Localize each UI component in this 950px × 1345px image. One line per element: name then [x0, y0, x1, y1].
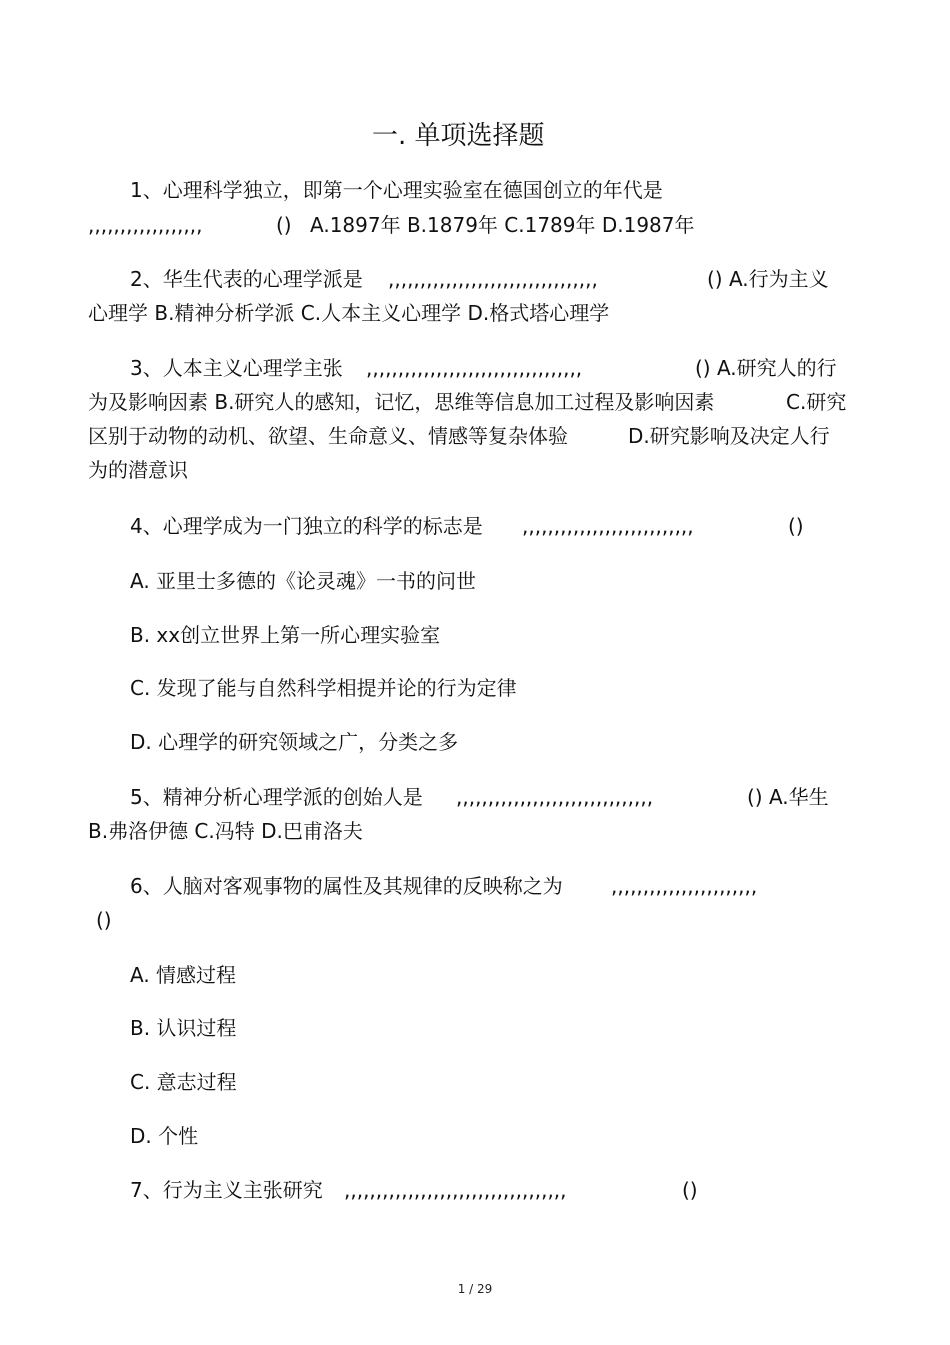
q3-text: 3、人本主义心理学主张 — [130, 356, 343, 380]
q2-text: 2、华生代表的心理学派是 — [130, 267, 363, 291]
q4-option-c: C. 发现了能与自然科学相提并论的行为定律 — [130, 676, 517, 700]
q7-text: 7、行为主义主张研究 — [130, 1178, 323, 1202]
q3-paren-option: () A.研究人的行 — [695, 356, 837, 380]
q7-paren: () — [682, 1178, 698, 1202]
q5-options: B.弗洛伊德 C.冯特 D.巴甫洛夫 — [88, 819, 363, 843]
q6-text: 6、人脑对客观事物的属性及其规律的反映称之为 — [130, 874, 563, 898]
q6-paren: () — [96, 908, 112, 932]
q6-option-c: C. 意志过程 — [130, 1070, 237, 1094]
q3-option-line-3: 为的潜意识 — [88, 458, 188, 482]
q1-dots: ,,,,,,,,,,,,,,,,,, — [88, 213, 203, 237]
q3-option-line-1b: C.研究 — [786, 390, 847, 414]
q4-option-a: A. 亚里士多德的《论灵魂》一书的问世 — [130, 569, 477, 593]
q6-option-d: D. 个性 — [130, 1124, 199, 1148]
q5-paren-option: () A.华生 — [747, 785, 829, 809]
q2-dots: ,,,,,,,,,,,,,,,,,,,,,,,,,,,,,,,,, — [388, 267, 598, 291]
q2-paren-option: () A.行为主义 — [707, 267, 829, 291]
q6-dots: ,,,,,,,,,,,,,,,,,,,,,,, — [611, 874, 758, 898]
q4-dots: ,,,,,,,,,,,,,,,,,,,,,,,,,,, — [522, 514, 694, 538]
q1-text: 1、心理科学独立，即第一个心理实验室在德国创立的年代是 — [130, 178, 663, 202]
q6-option-a: A. 情感过程 — [130, 963, 237, 987]
q6-option-b: B. 认识过程 — [130, 1016, 237, 1040]
q5-dots: ,,,,,,,,,,,,,,,,,,,,,,,,,,,,,,, — [456, 785, 654, 809]
q5-text: 5、精神分析心理学派的创始人是 — [130, 785, 423, 809]
q1-paren: () — [276, 213, 292, 237]
q3-option-line-2b: D.研究影响及决定人行 — [628, 424, 830, 448]
q4-text: 4、心理学成为一门独立的科学的标志是 — [130, 514, 483, 538]
q1-options: A.1897年 B.1879年 C.1789年 D.1987年 — [310, 213, 695, 237]
page-number: 1 / 29 — [457, 1282, 493, 1296]
q4-option-b: B. xx创立世界上第一所心理实验室 — [130, 623, 441, 647]
q7-dots: ,,,,,,,,,,,,,,,,,,,,,,,,,,,,,,,,,,, — [344, 1178, 567, 1202]
section-title: 一. 单项选择题 — [372, 121, 545, 151]
q3-dots: ,,,,,,,,,,,,,,,,,,,,,,,,,,,,,,,,,, — [366, 356, 583, 380]
q4-option-d: D. 心理学的研究领域之广，分类之多 — [130, 730, 459, 754]
q3-option-line-2: 区别于动物的动机、欲望、生命意义、情感等复杂体验 — [88, 424, 568, 448]
q2-options: 心理学 B.精神分析学派 C.人本主义心理学 D.格式塔心理学 — [88, 301, 610, 325]
q3-option-line-1: 为及影响因素 B.研究人的感知，记忆，思维等信息加工过程及影响因素 — [88, 390, 715, 414]
q4-paren: () — [788, 514, 804, 538]
